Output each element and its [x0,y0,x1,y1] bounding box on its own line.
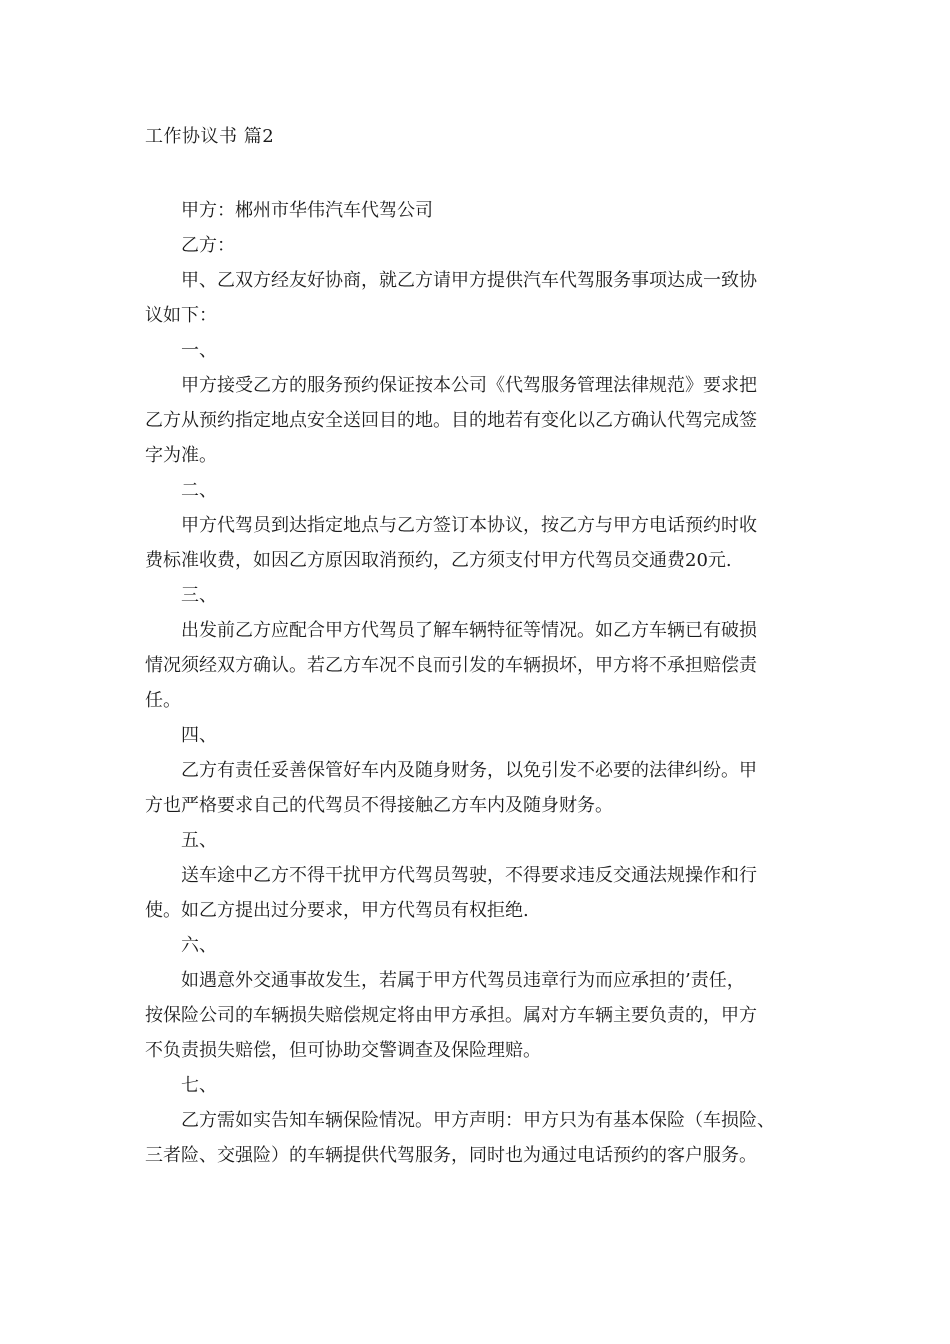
clause-line: 按保险公司的车辆损失赔偿规定将由甲方承担。属对方车辆主要负责的，甲方 [145,1005,757,1026]
clause-4 [145,718,810,823]
clause-3 [145,578,810,718]
clause-heading: 一、 [181,340,217,361]
document-title: 工作协议书 篇2 [145,126,275,147]
clause-heading: 七、 [181,1075,217,1096]
clause-line: 任。 [145,690,181,711]
clause-heading: 五、 [181,830,217,851]
clause-heading: 三、 [181,585,217,606]
intro-paragraph [145,263,810,333]
party-a-line: 甲方：郴州市华伟汽车代驾公司 [181,200,433,221]
intro-line: 甲、乙双方经友好协商，就乙方请甲方提供汽车代驾服务事项达成一致协 [181,270,757,291]
party-b-line: 乙方： [181,235,235,256]
clause-line: 三者险、交强险）的车辆提供代驾服务，同时也为通过电话预约的客户服务。 [145,1145,757,1166]
clause-line: 方也严格要求自己的代驾员不得接触乙方车内及随身财务。 [145,795,613,816]
clause-line: 字为准。 [145,445,217,466]
clause-line: 乙方有责任妥善保管好车内及随身财务，以免引发不必要的法律纠纷。甲 [181,760,757,781]
clause-line: 出发前乙方应配合甲方代驾员了解车辆特征等情况。如乙方车辆已有破损 [181,620,757,641]
clause-line: 甲方接受乙方的服务预约保证按本公司《代驾服务管理法律规范》要求把 [181,375,757,396]
clause-1 [145,333,810,473]
document-body [145,193,810,1173]
clause-line: 甲方代驾员到达指定地点与乙方签订本协议，按乙方与甲方电话预约时收 [181,515,757,536]
clause-line: 乙方从预约指定地点安全送回目的地。目的地若有变化以乙方确认代驾完成签 [145,410,757,431]
intro-line: 议如下： [145,305,217,326]
clause-line: 不负责损失赔偿，但可协助交警调查及保险理赔。 [145,1040,541,1061]
clause-heading: 六、 [181,935,217,956]
clause-heading: 四、 [181,725,217,746]
clause-line: 情况须经双方确认。若乙方车况不良而引发的车辆损坏，甲方将不承担赔偿责 [145,655,757,676]
clause-heading: 二、 [181,480,217,501]
clause-line: 费标准收费，如因乙方原因取消预约，乙方须支付甲方代驾员交通费20元. [145,550,732,571]
clause-line: 送车途中乙方不得干扰甲方代驾员驾驶，不得要求违反交通法规操作和行 [181,865,757,886]
clause-2 [145,473,810,578]
clause-5 [145,823,810,928]
clause-6 [145,928,810,1068]
clause-line: 乙方需如实告知车辆保险情况。甲方声明：甲方只为有基本保险（车损险、 [181,1110,775,1131]
clause-line: 使。如乙方提出过分要求，甲方代驾员有权拒绝. [145,900,529,921]
clause-7 [145,1068,810,1173]
clause-line: 如遇意外交通事故发生，若属于甲方代驾员违章行为而应承担的’责任， [181,970,745,991]
